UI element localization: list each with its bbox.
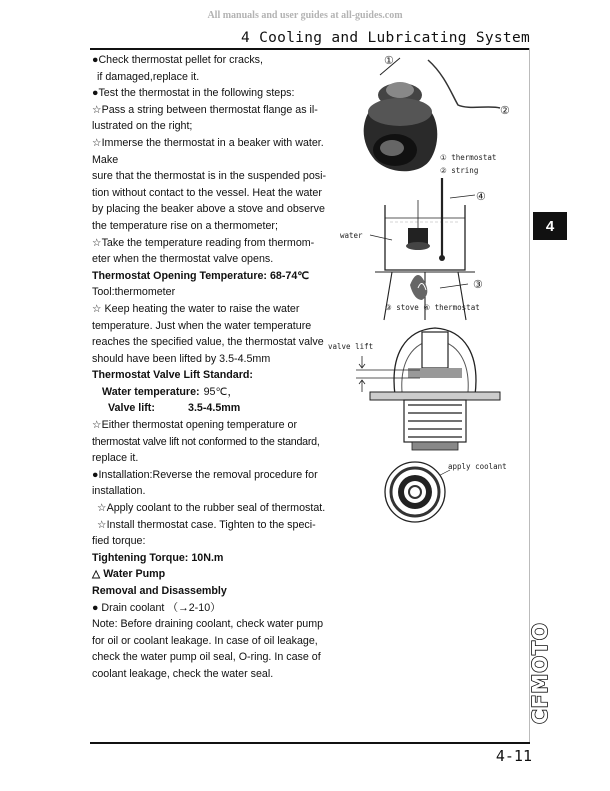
body-text (92, 52, 330, 683)
text-line: check the water pump oil seal, O-ring. In case of (92, 651, 321, 664)
callout-4: ④ (476, 190, 486, 203)
section-heading-removal: Removal and Disassembly (92, 585, 227, 597)
chapter-title: 4 Cooling and Lubricating System (241, 30, 530, 46)
legend-string: ② string (440, 166, 479, 175)
text-line: lustrated on the right; (92, 120, 193, 133)
legend-thermostat: ① thermostat (440, 153, 497, 162)
text-line: temperature. Just when the water temperature (92, 319, 312, 332)
text-line: eter when the thermostat valve opens. (92, 253, 274, 266)
chapter-tab: 4 (533, 212, 567, 240)
spec-label: Water temperature: (102, 385, 200, 398)
section-heading-water-pump: △ Water Pump (92, 568, 166, 581)
callout-3: ③ (473, 278, 483, 291)
text-line: thermostat valve lift not conformed to the standard, (92, 435, 320, 448)
text-line: fied torque: (92, 535, 146, 548)
text-line: ●Installation:Reverse the removal procedure for (92, 468, 318, 481)
tightening-torque: Tightening Torque: 10N.m (92, 551, 224, 564)
page-number: 4-11 (495, 747, 532, 765)
label-water: water (340, 231, 363, 240)
spec-valve-lift (92, 400, 330, 417)
brand-logo (529, 622, 551, 724)
text-line: ☆ Keep heating the water to raise the water (92, 302, 300, 315)
text-line: ☆Install thermostat case. Tighten to the speci- (97, 518, 316, 531)
valve-lift-standard-heading: Thermostat Valve Lift Standard: (92, 369, 253, 382)
beaker-illustration (370, 178, 475, 320)
brand-logo-text: CFMOTO (528, 622, 552, 724)
spec-water-temperature (92, 384, 330, 401)
text-line: coolant leakage, check the water seal. (92, 667, 274, 680)
spec-label: Valve lift: (108, 402, 155, 415)
thermostat-diagram (328, 50, 530, 520)
text-line: reaches the specified value, the thermostat valve (92, 336, 324, 349)
text-line: the temperature rise on a thermometer; (92, 219, 278, 232)
text-line: ● Drain coolant （→2-10） (92, 601, 221, 614)
text-line: ☆Either thermostat opening temperature or (92, 419, 298, 432)
text-line: sure that the thermostat is in the suspended posi- (92, 170, 327, 183)
label-valve-lift: valve lift (328, 342, 374, 351)
watermark: All manuals and user guides at all-guides.com (207, 10, 403, 21)
callout-1: ① (384, 54, 394, 67)
text-line: tion without contact to the vessel. Heat the water (92, 186, 322, 199)
text-line: ☆Immerse the thermostat in a beaker with water. (92, 136, 324, 149)
seal-top-view (385, 462, 450, 522)
text-line: ●Check thermostat pellet for cracks, (92, 54, 263, 66)
text-line: ●Test the thermostat in the following steps: (92, 87, 295, 100)
text-line: should have been lifted by 3.5-4.5mm (92, 352, 271, 365)
footer-rule (90, 742, 530, 744)
text-line: Tool:thermometer (92, 286, 176, 299)
label-apply-coolant: apply coolant (448, 462, 507, 471)
text-line: for oil or coolant leakage. In case of oil leakage, (92, 634, 318, 647)
opening-temperature-heading: Thermostat Opening Temperature: 68-74℃ (92, 269, 310, 282)
text-line: ☆Take the temperature reading from thermom- (92, 236, 315, 249)
legend-stove-thermostat: ③ stove ④ thermostat (385, 303, 480, 312)
text-line: by placing the beaker above a stove and observe (92, 203, 325, 216)
callout-2: ② (500, 104, 510, 117)
text-line: Make (92, 153, 119, 166)
text-line: ☆Apply coolant to the rubber seal of thermostat. (97, 502, 326, 515)
text-line: installation. (92, 485, 146, 498)
text-line: if damaged,replace it. (97, 70, 200, 83)
spec-value: 95℃， (203, 385, 239, 398)
spec-value: 3.5-4.5mm (188, 402, 241, 415)
text-line: replace it. (92, 452, 139, 465)
valve-cross-section (356, 328, 500, 450)
text-line: ☆Pass a string between thermostat flange as il- (92, 103, 318, 116)
text-line: Note: Before draining coolant, check water pump (92, 618, 324, 631)
